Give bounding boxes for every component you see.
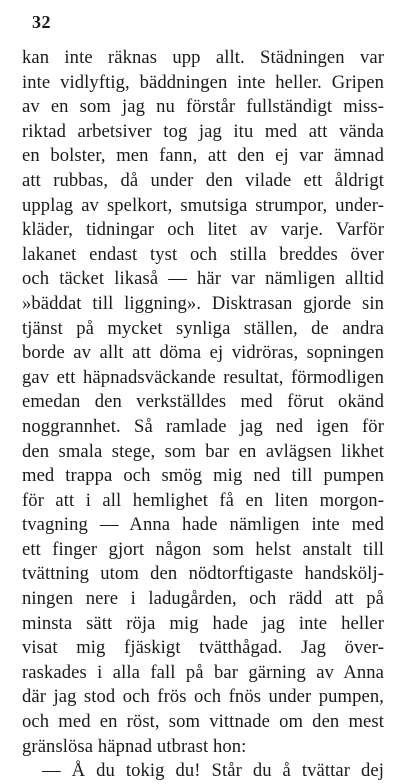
text-line: raskades i alla fall på bar gärning av Anna	[22, 661, 384, 683]
text-line: och med en röst, som vittnade om den mest	[22, 711, 384, 733]
text-line: emedan den verkställdes med förut okänd	[22, 391, 384, 413]
text-line: den smala stege, som bar en avlägsen likhet	[22, 440, 384, 462]
text-line: att rubbas, då under den vilade ett åldrigt	[22, 169, 384, 191]
text-line: med trappa och smög mig ned till pumpen	[22, 465, 384, 487]
text-line: borde av allt att döma ej vidröras, sopningen	[22, 342, 384, 364]
text-line: och täcket likaså — här var nämligen alltid	[22, 268, 384, 290]
text-line: tjänst på mycket synliga ställen, de andra	[22, 317, 384, 339]
text-line: minsta sätt röja mig hade jag inte heller	[22, 612, 384, 634]
text-line: av en som jag nu förstår fullständigt miss-	[22, 96, 384, 118]
text-line: ningen nere i ladugården, och rädd att på	[22, 588, 384, 610]
text-line: noggrannhet. Så ramlade jag ned igen för	[22, 415, 384, 437]
text-line-dialogue: — Å du tokig du! Står du å tvättar dej	[42, 760, 384, 782]
text-line: tvagning — Anna hade nämligen inte med	[22, 514, 384, 536]
text-line: kläder, tidningar och litet av varje. Varför	[22, 219, 384, 241]
text-line: »bäddat till liggning». Disktrasan gjorde sin	[22, 292, 384, 314]
text-line: lakanet endast tyst och stilla breddes över	[22, 243, 384, 265]
text-line: inte vidlyftig, bäddningen inte heller. Gripen	[22, 71, 384, 93]
text-line: kan inte räknas upp allt. Städningen var	[22, 47, 384, 68]
text-line-paragraph-end: gränslösa häpnad utbrast hon:	[22, 735, 247, 757]
text-line: tvättning utom den nödtorftigaste handskölj-	[22, 563, 384, 585]
text-line: ett finger gjort någon som helst anstalt till	[22, 538, 384, 560]
text-line: riktad arbetsiver tog jag itu med att vända	[22, 120, 384, 142]
text-line: där jag stod och frös och fnös under pumpen,	[22, 686, 384, 708]
text-line: upplag av spelkort, smutsiga strumpor, under-	[22, 194, 384, 216]
text-line: visat mig fjäskigt tvätthågad. Jag över-	[22, 637, 384, 659]
text-line: en bolster, men fann, att den ej var ämnad	[22, 145, 384, 167]
page-number: 32	[32, 12, 51, 32]
text-line: för att i all hemlighet få en liten morgon-	[22, 489, 384, 511]
body-text	[22, 46, 384, 784]
text-line: gav ett häpnadsväckande resultat, förmodligen	[22, 366, 384, 388]
